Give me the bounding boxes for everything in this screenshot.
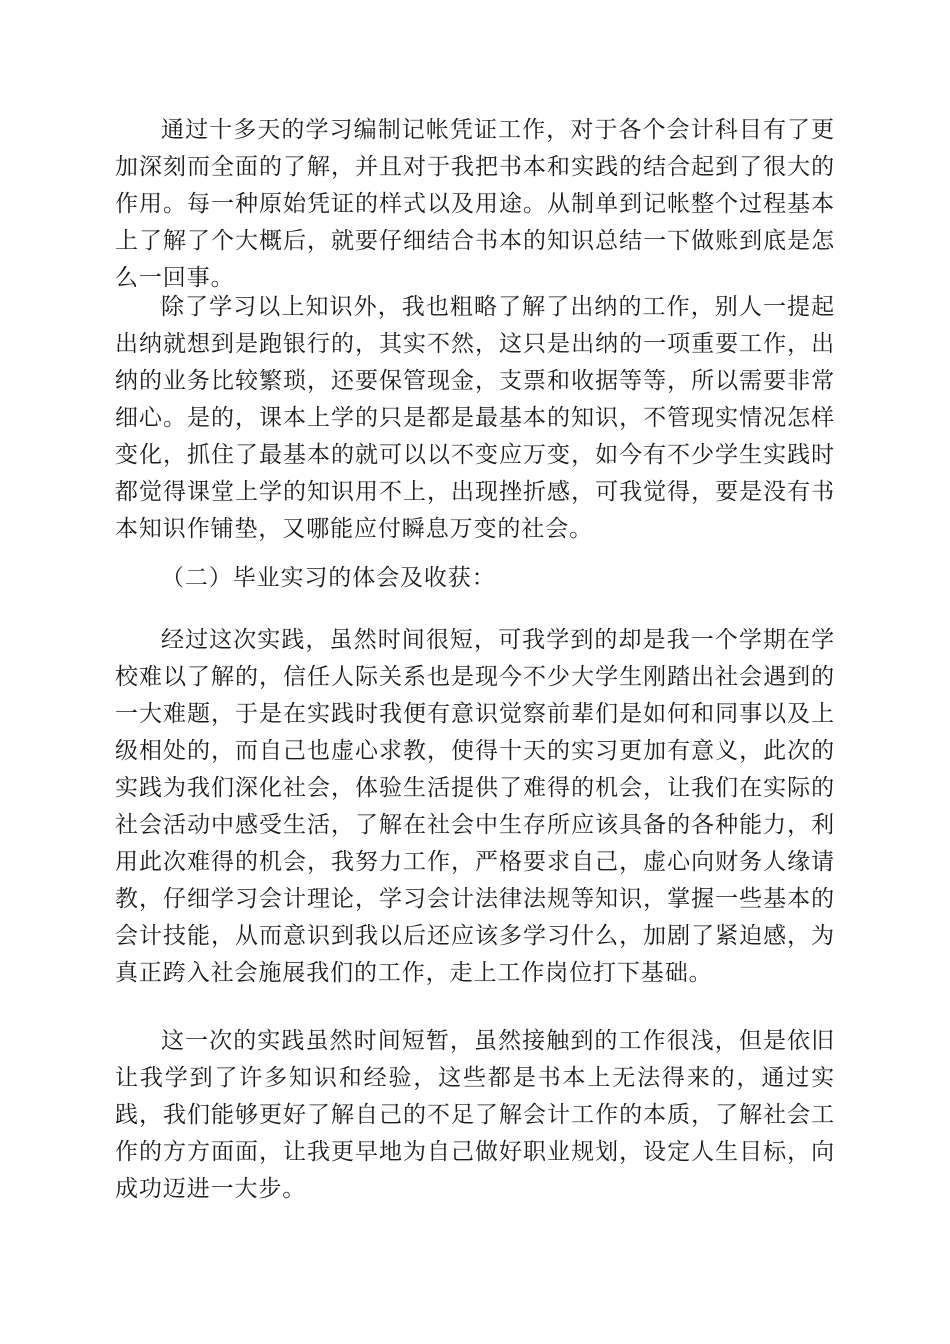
paragraph-cashier: 除了学习以上知识外，我也粗略了解了出纳的工作，别人一提起出纳就想到是跑银行的，其实不然，这只是出纳的一项重要工作，出纳的业务比较繁琐，还要保管现金，支票和收据等等，所以需要非常细心。是的，课本上学的只是都是最基本的知识，不管现实情况怎样变化，抓住了最基本的就可以以不变应万变，如今有不少学生实践时都觉得课堂上学的知识用不上，出现挫折感，可我觉得，要是没有书本知识作铺垫，又哪能应付瞬息万变的社会。 <box>115 294 835 542</box>
paragraph-bookkeeping: 通过十多天的学习编制记帐凭证工作，对于各个会计科目有了更加深刻而全面的了解，并且对于我把书本和实践的结合起到了很大的作用。每一种原始凭证的样式以及用途。从制单到记帐整个过程基本上了解了个大概后，就要仔细结合书本的知识总结一下做账到底是怎么一回事。 <box>115 117 835 291</box>
paragraph-experience: 经过这次实践，虽然时间很短，可我学到的却是我一个学期在学校难以了解的，信任人际关系也是现今不少大学生刚踏出社会遇到的一大难题，于是在实践时我便有意识觉察前辈们是如何和同事以及上级相处的，而自己也虚心求教，使得十天的实习更加有意义，此次的实践为我们深化社会，体验生活提供了难得的机会，让我们在实际的社会活动中感受生活，了解在社会中生存所应该具备的各种能力，利用此次难得的机会，我努力工作，严格要求自己，虚心向财务人缘请教，仔细学习会计理论，学习会计法律法规等知识，掌握一些基本的会计技能，从而意识到我以后还应该多学习什么，加剧了紧迫感，为真正跨入社会施展我们的工作，走上工作岗位打下基础。 <box>115 627 835 986</box>
section-heading: （二）毕业实习的体会及收获： <box>161 565 496 591</box>
paragraph-conclusion: 这一次的实践虽然时间短暂，虽然接触到的工作很浅，但是依旧让我学到了许多知识和经验，这些都是书本上无法得来的，通过实践，我们能够更好了解自己的不足了解会计工作的本质，了解社会工作的方方面面，让我更早地为自己做好职业规划，设定人生目标，向成功迈进一大步。 <box>115 1028 835 1202</box>
